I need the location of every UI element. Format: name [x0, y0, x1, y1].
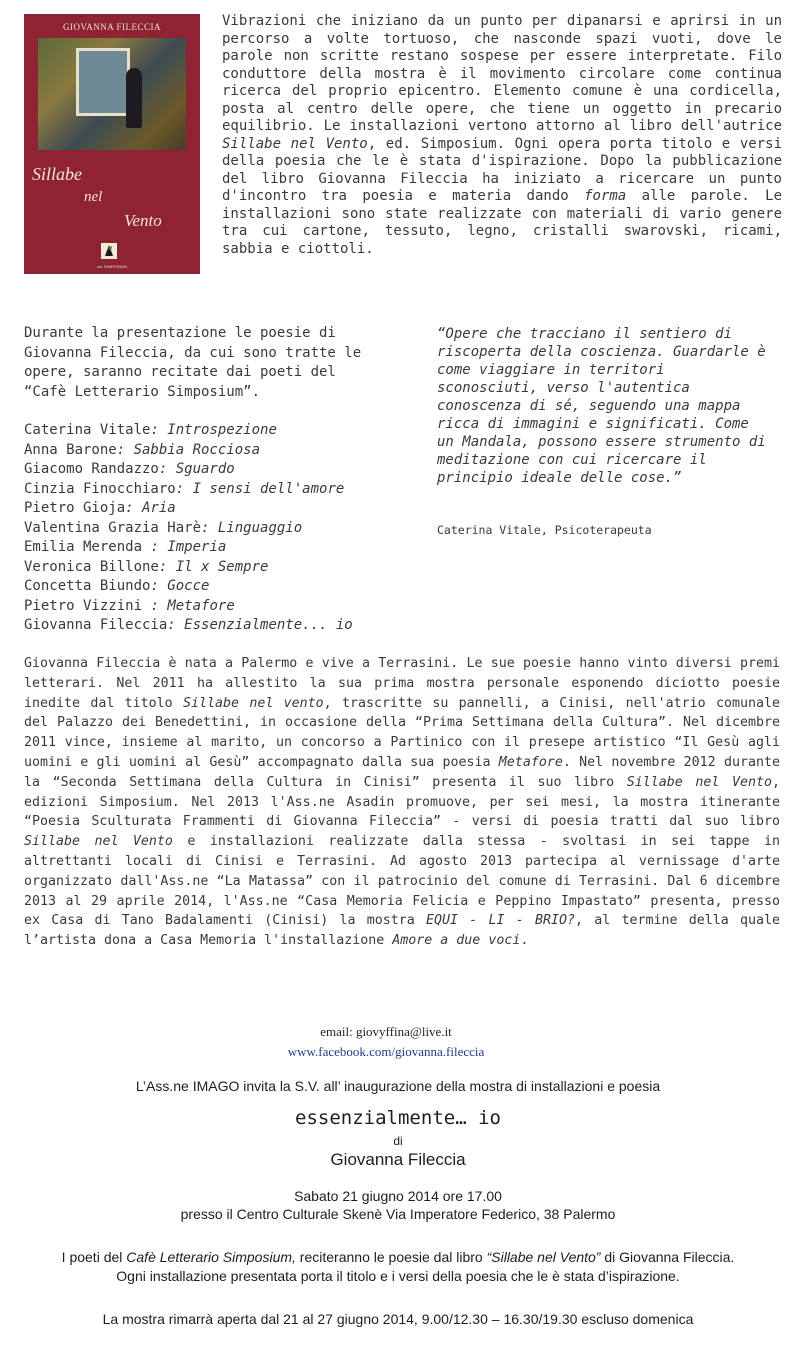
reader-item: [24, 538, 404, 558]
reader-item: [24, 499, 404, 519]
intro-book-title: Sillabe nel Vento: [222, 135, 368, 152]
invitation-place: presso il Centro Culturale Skenè Via Imperatore Federico, 38 Palermo: [180, 1206, 616, 1222]
cover-title-line2: nel: [84, 189, 103, 205]
bio-text: , al termine della quale l’artista dona a Casa Memoria l'installazione: [24, 913, 780, 949]
readers-list: [24, 421, 404, 636]
cover-publisher: ed. SIMPOSIUM: [97, 264, 127, 269]
reader-sep: :: [150, 578, 168, 594]
reader-sep: :: [116, 441, 134, 458]
bio-italic: Metafore: [498, 754, 563, 770]
reader-sep: :: [142, 539, 168, 555]
invitation-line: L’Ass.ne IMAGO invita la S.V. all’ inaugurazione della mostra di installazioni e poesia: [135, 1078, 661, 1094]
bio-italic: Sillabe nel Vento: [24, 834, 173, 850]
reader-name: Cinzia Finocchiaro: [24, 480, 176, 497]
reader-sep: :: [201, 519, 218, 536]
poets-book: “Sillabe nel Vento”: [486, 1249, 601, 1265]
invitation-date: Sabato 21 giugno 2014 ore 17.00: [294, 1188, 502, 1204]
intro-text-3: alle parole. Le installazioni sono state realizzate con materiali di vario genere tra cui cartone, tessuto, legno, cristalli swarovski, ricami, sabbia e ciottoli.: [222, 188, 783, 257]
reader-name: Concetta Biundo: [24, 578, 151, 594]
reader-name: Caterina Vitale: [24, 422, 151, 438]
reader-sep: :: [142, 597, 168, 614]
reader-item: [24, 421, 404, 441]
cover-author: GIOVANNA FILECCIA: [62, 22, 162, 32]
intro-text-2: , ed. Simposium. Ogni opera porta titolo e versi della poesia che le è stata d'ispirazione. Dopo la pubblicazione del libro Giovanna Fileccia ha iniziato a ricercare un punto d'incontro tra poesia e materia dando: [222, 135, 782, 204]
reader-item: [24, 519, 404, 539]
reader-name: Anna Barone: [24, 441, 117, 458]
reader-item: [24, 441, 404, 461]
poets-text: di Giovanna Fileccia.: [600, 1249, 735, 1265]
invitation-author: Giovanna Fileccia: [330, 1150, 466, 1169]
invitation-hours: La mostra rimarrà aperta dal 21 al 27 giugno 2014, 9.00/12.30 – 16.30/19.30 escluso domenica: [102, 1311, 694, 1327]
reader-item: [24, 480, 404, 500]
cover-photo: [38, 38, 186, 150]
bio-text: e installazioni realizzate dalla stessa - svoltasi in sei tappe in altrettanti locali di Cinisi e Terrasini. Ad agosto 2013 partecipa al vernissage d'arte organizzato dall'Ass.ne “La Matassa” con il patrocinio del comune di Terrasini. Dal 6 dicembre 2013 al 29 aprile 2014, l'Ass.ne “Casa Memoria Felicia e Peppino Impastato” presenta, presso ex Casa di Tano Badalamenti (Cinisi) la mostra: [24, 834, 780, 929]
reader-sep: :: [175, 480, 193, 497]
reader-poem: Sabbia Rocciosa: [133, 441, 261, 458]
reader-sep: :: [150, 422, 168, 438]
reader-poem: Imperia: [167, 539, 227, 555]
reader-poem: Essenzialmente... io: [184, 617, 353, 633]
invitation-di: di: [393, 1134, 403, 1148]
reader-poem: Gocce: [167, 578, 210, 594]
reader-poem: Il x Sempre: [175, 558, 269, 575]
reader-name: Giacomo Randazzo: [24, 461, 159, 477]
poets-cafe: Cafè Letterario Simposium,: [126, 1249, 296, 1265]
quote-text: “Opere che tracciano il sentiero di riscoperta della coscienza. Guardarle è come viaggiare in territori sconosciuti, verso l'autentica conoscenza di sé, seguendo una mappa ricca di immagini e significati. Come un Mandala, possono essere strumento di meditazione con cui ricercare il principio ideale delle cose.”: [437, 326, 766, 486]
invitation-poets: [0, 1249, 796, 1265]
bio-italic: Amore a due voci: [392, 933, 521, 949]
reader-poem: Metafore: [167, 597, 235, 614]
bio-text: . Nel novembre 2012 durante la “Seconda Settimana della Cultura in Cinisi” presenta il suo libro: [24, 754, 780, 790]
reader-item: [24, 460, 404, 480]
reader-poem: Introspezione: [167, 422, 277, 438]
cover-photo-frame: [76, 48, 130, 116]
publisher-logo-icon: [100, 242, 118, 260]
cover-photo-figure: [126, 68, 142, 128]
exhibition-title: essenzialmente… io: [295, 1107, 501, 1129]
bio-text: .: [520, 933, 529, 949]
reader-name: Veronica Billone: [24, 558, 159, 575]
intro-paragraph: [222, 13, 782, 258]
presentation-paragraph: Durante la presentazione le poesie di Giovanna Fileccia, da cui sono tratte le opere, saranno recitate dai poeti del “Cafè Letterario Simposium”.: [24, 325, 362, 400]
reader-item: [24, 616, 404, 636]
reader-sep: :: [158, 461, 176, 477]
reader-name: Giovanna Fileccia: [24, 617, 168, 633]
reader-poem: Aria: [142, 500, 176, 516]
reader-sep: :: [167, 617, 185, 633]
reader-item: [24, 597, 404, 617]
cover-title-line3: Vento: [124, 211, 162, 230]
bio-text: Giovanna Fileccia è nata a Palermo e vive a Terrasini. Le sue poesie hanno vinto diversi premi letterari. Nel 2011 ha allestito la sua prima mostra personale esponendo diciotto poesie inedite dal titolo: [24, 656, 780, 711]
intro-forma: forma: [584, 188, 627, 204]
intro-text-1: Vibrazioni che iniziano da un punto per dipanarsi e aprirsi in un percorso a volte tortuoso, che nasconde spazi vuoti, dove le parole non scritte restano sospese per essere interpretate. Filo conduttore della mostra è il movimento circolare come continua ricerca del proprio epicentro. Elemento comune è una cordicella, posta al centro delle opere, che tiene un oggetto in precario equilibrio. Le installazioni vertono attorno al libro dell'autrice: [222, 13, 782, 134]
reader-poem: Linguaggio: [217, 519, 303, 536]
bio-italic: EQUI - LI - BRIO?: [426, 913, 575, 929]
reader-name: Pietro Vizzini: [24, 597, 143, 614]
bio-text: , edizioni Simposium. Nel 2013 l'Ass.ne Asadin promuove, per sei mesi, la mostra itinerante “Poesia Sculturata Frammenti di Giovanna Fileccia” - versi di poesia tratti dal suo libro: [24, 774, 780, 830]
invitation-installations: Ogni installazione presentata porta il titolo e i versi della poesia che le è stata d’ispirazione.: [116, 1268, 680, 1284]
reader-poem: Sguardo: [175, 461, 235, 477]
biography-paragraph: [24, 654, 780, 951]
bio-italic: Sillabe nel vento: [182, 695, 324, 711]
reader-item: [24, 577, 404, 597]
reader-item: [24, 558, 404, 578]
reader-name: Emilia Merenda: [24, 539, 143, 555]
reader-poem: I sensi dell'amore: [192, 480, 345, 497]
poets-text: I poeti del: [61, 1249, 127, 1265]
reader-sep: :: [125, 500, 143, 516]
contact-email: email: giovyffina@live.it: [320, 1024, 452, 1039]
bio-italic: Sillabe nel Vento: [626, 774, 772, 790]
poets-text: reciteranno le poesie dal libro: [295, 1249, 487, 1265]
reader-name: Valentina Grazia Harè: [24, 519, 202, 536]
quote-author: Caterina Vitale, Psicoterapeuta: [437, 523, 652, 537]
facebook-link[interactable]: www.facebook.com/giovanna.fileccia: [287, 1044, 485, 1059]
reader-name: Pietro Gioja: [24, 500, 126, 516]
cover-title-line1: Sillabe: [32, 164, 82, 184]
book-cover: [24, 14, 200, 274]
bio-text: , trascritte su pannelli, a Cinisi, nell'atrio comunale del Palazzo dei Benedettini, in occasione della “Prima Settimana della Cultura”. Nel dicembre 2011 vince, insieme al marito, un concorso a Partinico con il presepe artistico “Il Gesù agli uomini e gli uomini al Gesù” accompagnato dalla sua poesia: [24, 695, 781, 770]
reader-sep: :: [158, 558, 176, 575]
